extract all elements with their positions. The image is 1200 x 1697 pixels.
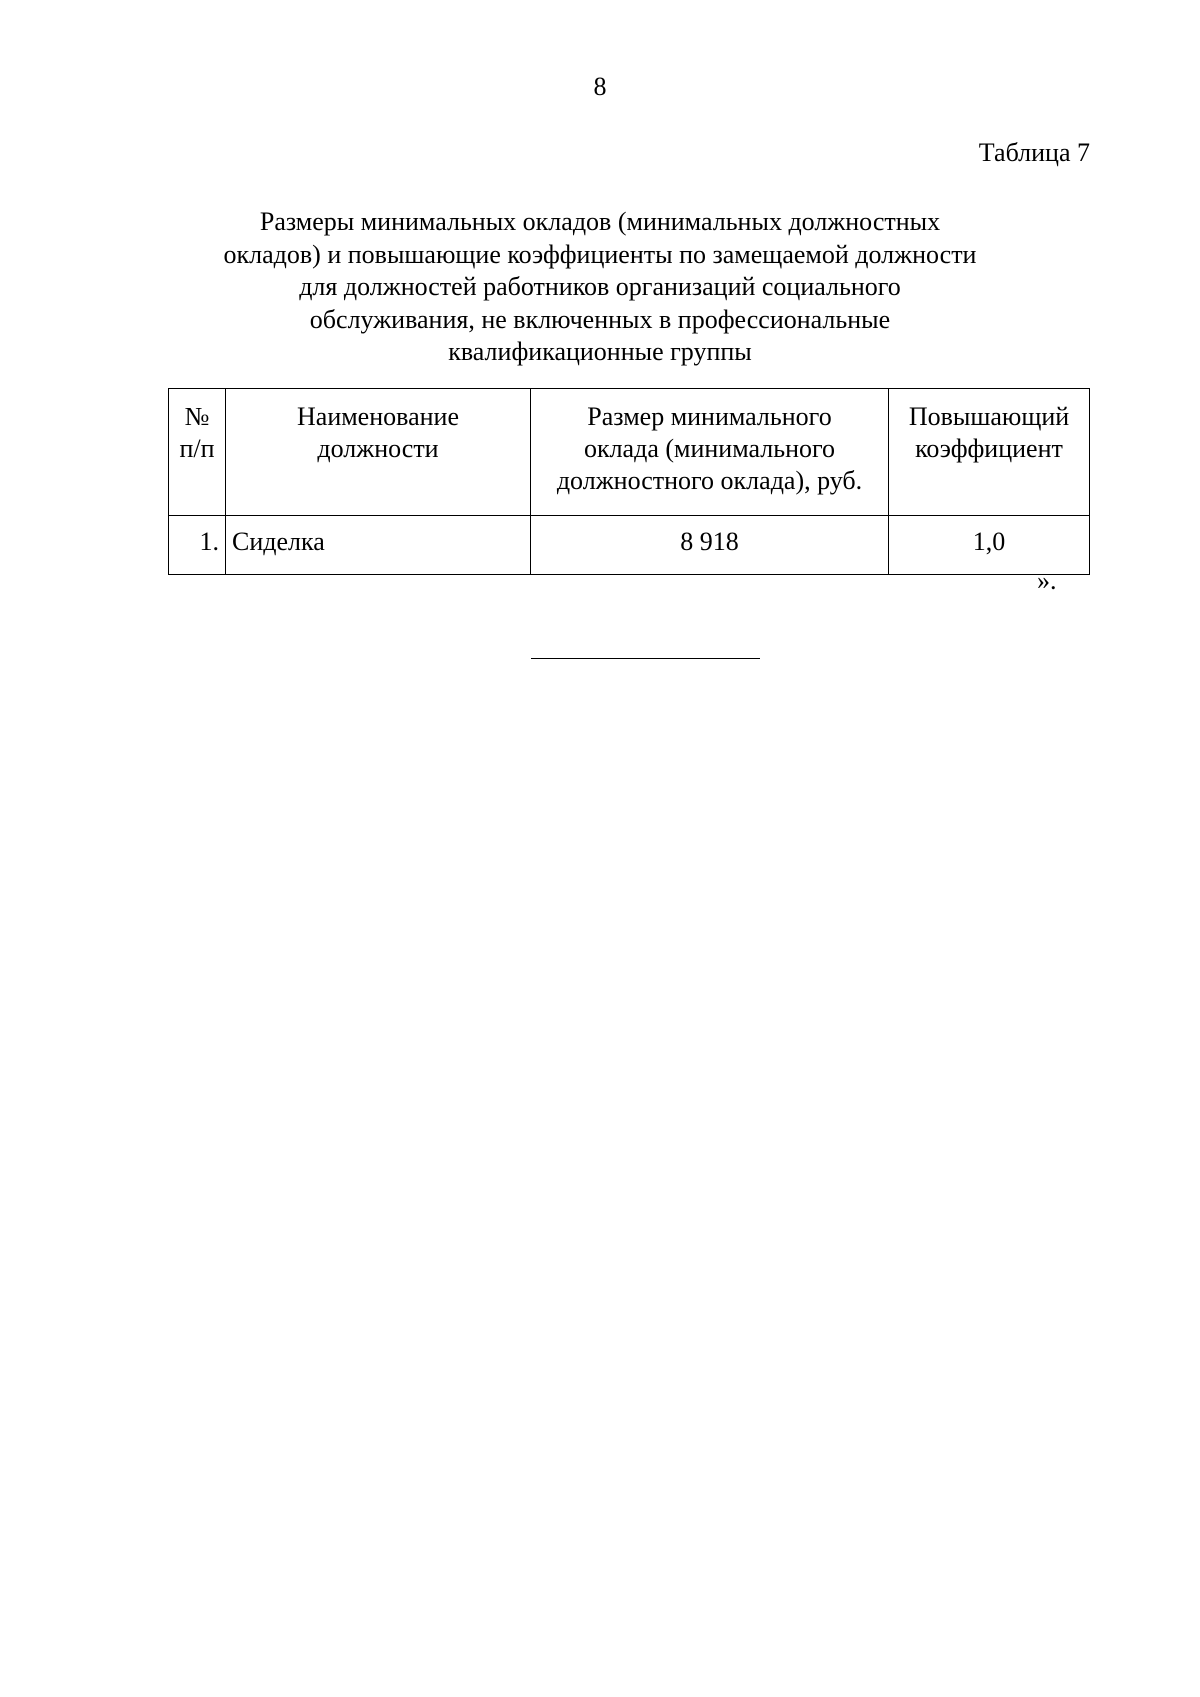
title-line: окладов) и повышающие коэффициенты по замещаемой должности [223, 239, 977, 269]
table-caption: Таблица 7 [978, 138, 1090, 167]
title-line: Размеры минимальных окладов (минимальных должностных [259, 207, 941, 236]
table-row [169, 516, 1090, 575]
header-number: № п/п [169, 389, 226, 516]
cell-minimum-salary: 8 918 [531, 516, 889, 575]
page-number: 8 [593, 72, 607, 101]
separator-line [531, 658, 760, 659]
closing-quote: ». [1037, 566, 1057, 595]
table-header-row [169, 389, 1090, 516]
header-coefficient: Повышающий коэффициент [889, 389, 1090, 516]
title-line: обслуживания, не включенных в профессиональные [309, 304, 891, 334]
title-line: для должностей работников организаций социального [299, 272, 901, 301]
title-line: квалификационные группы [448, 337, 752, 366]
header-position-name: Наименование должности [226, 389, 531, 516]
cell-number: 1. [169, 516, 226, 575]
header-minimum-salary: Размер минимального оклада (минимального должностного оклада), руб. [531, 389, 889, 516]
salary-table [168, 388, 1090, 575]
cell-position-name: Сиделка [226, 516, 531, 575]
document-title [170, 206, 1030, 369]
cell-coefficient: 1,0 [889, 516, 1090, 575]
